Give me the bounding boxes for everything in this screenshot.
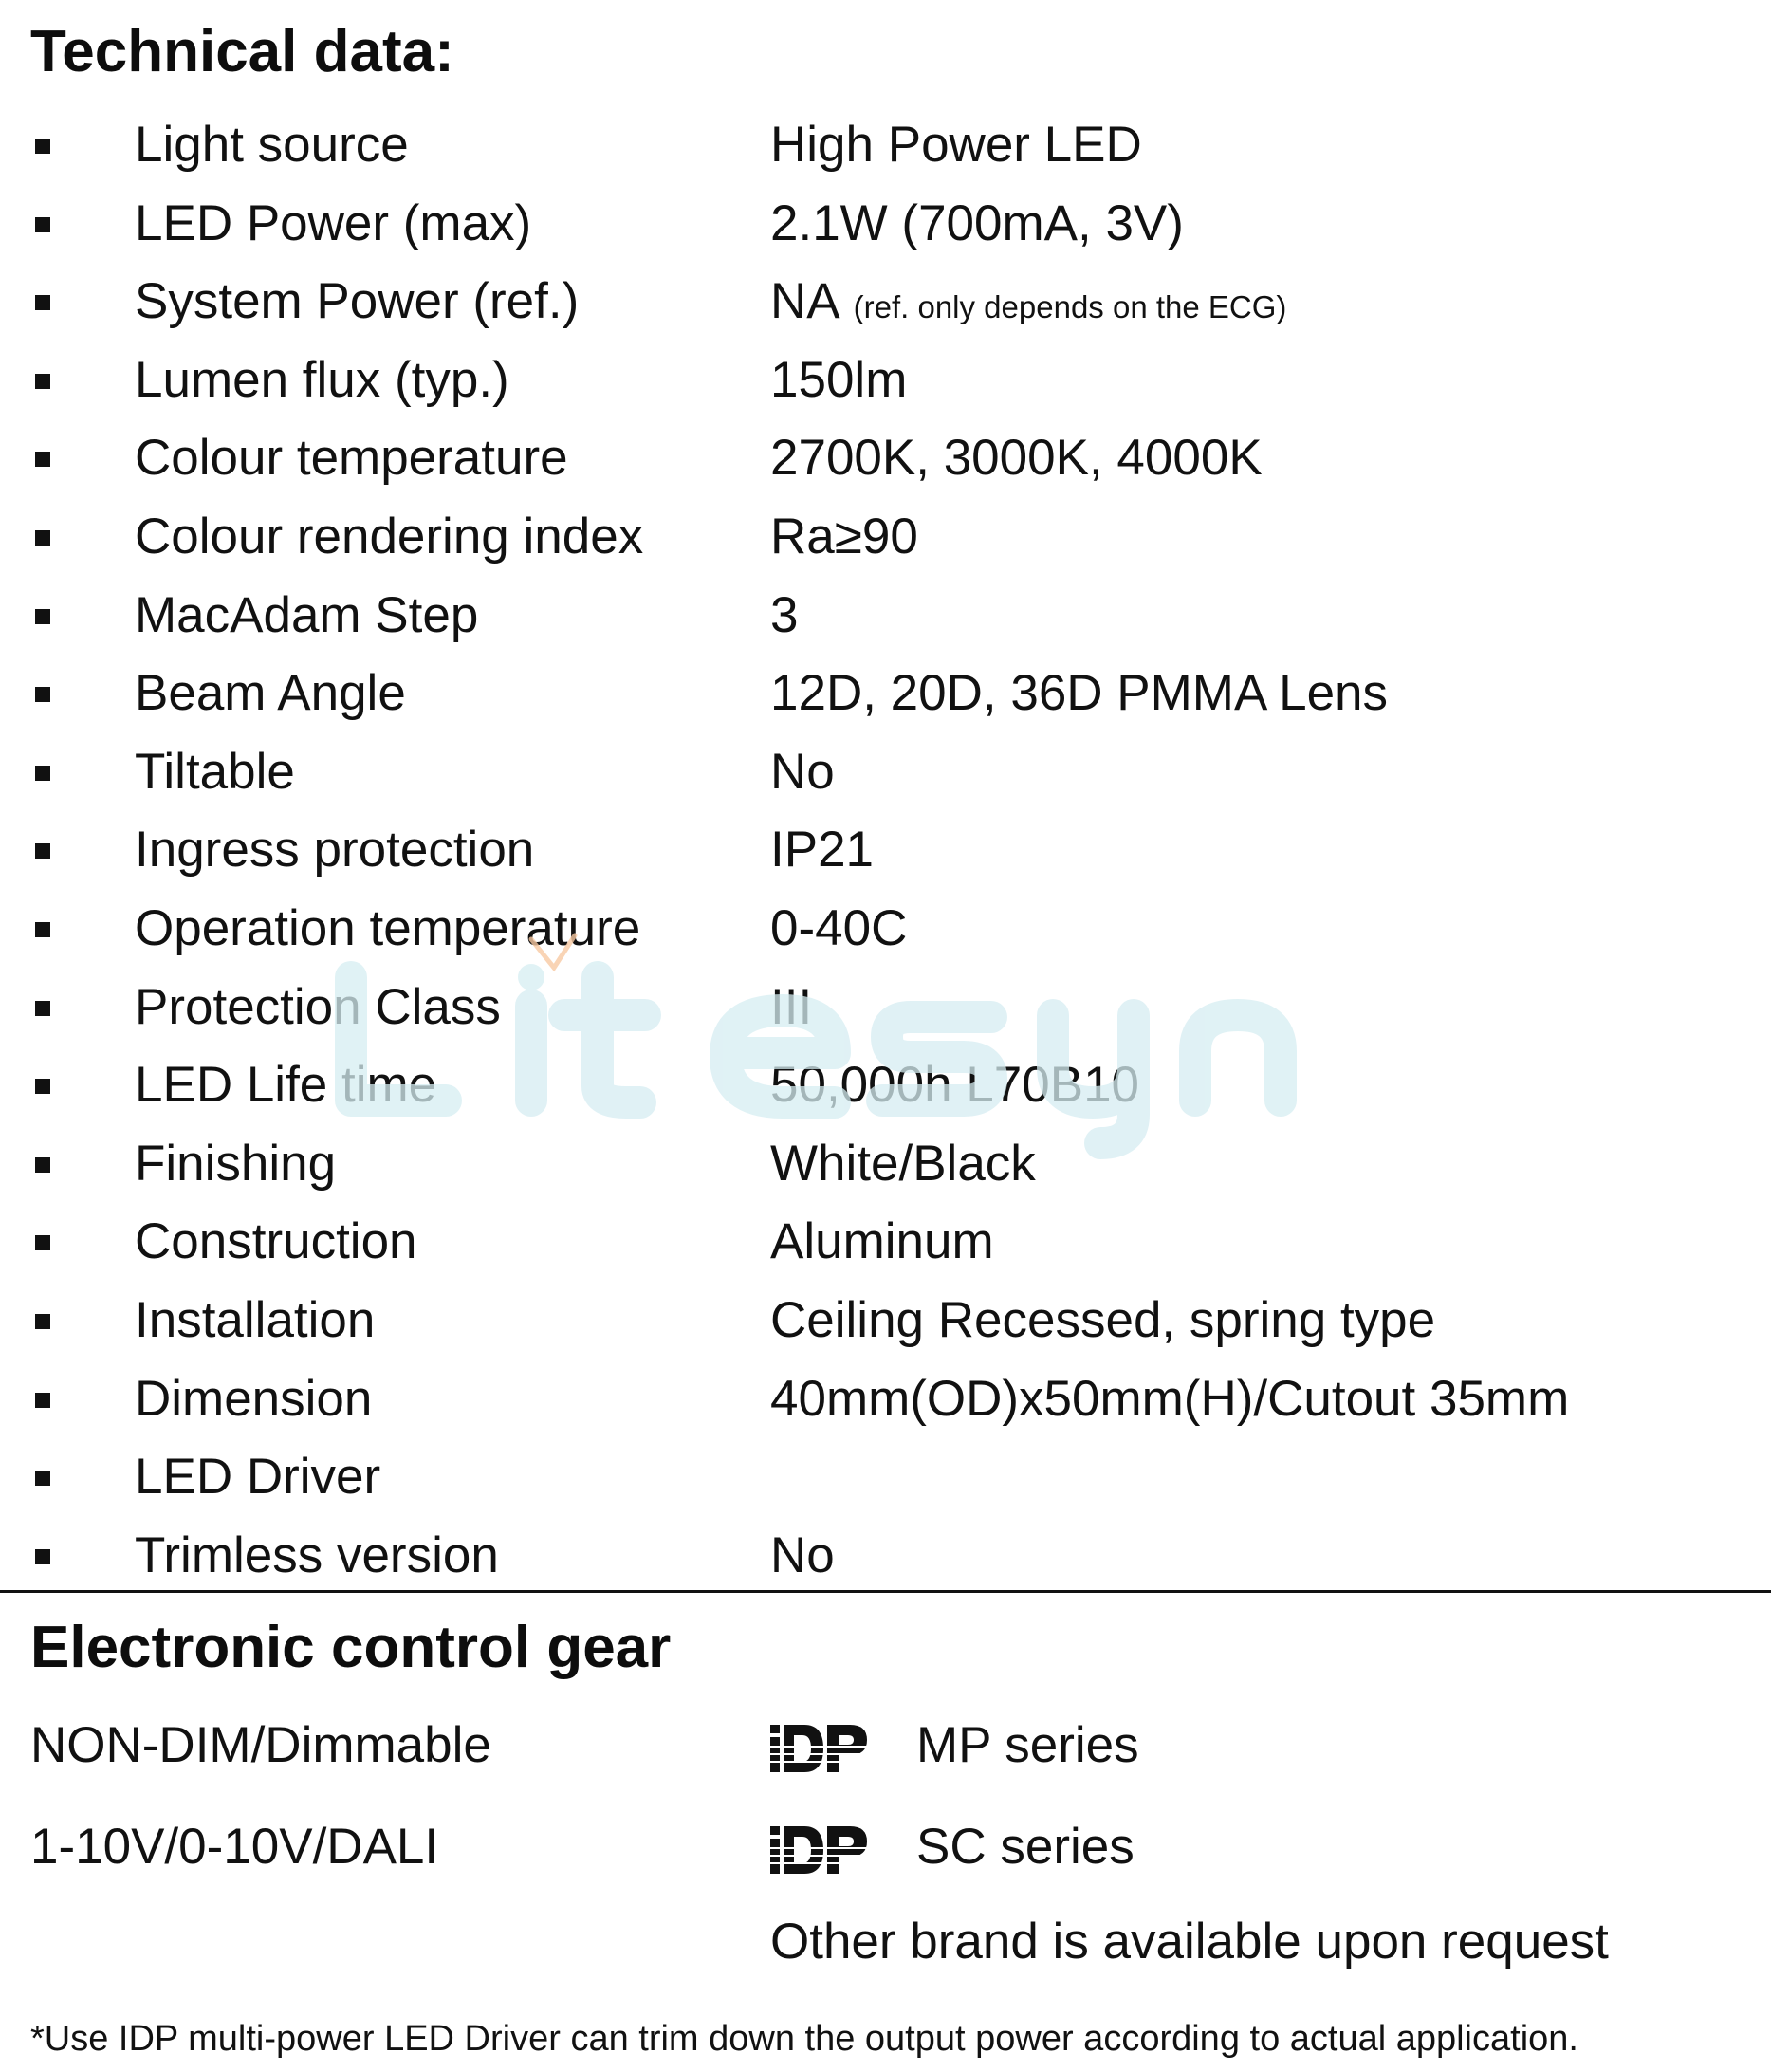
spec-label: Protection Class [135,978,501,1035]
spec-label: Ingress protection [135,822,535,879]
spec-label: LED Driver [135,1449,381,1506]
spec-row [0,185,1771,264]
spec-value: 150lm [770,351,908,408]
spec-value: High Power LED [770,117,1142,173]
spec-row [0,577,1771,656]
spec-label: Dimension [135,1370,373,1427]
ecg-mode: 1-10V/0-10V/DALI [30,1819,439,1875]
spec-row [0,1360,1771,1439]
spec-row [0,1125,1771,1204]
spec-label: LED Power (max) [135,194,532,251]
technical-data-heading: Technical data: [30,19,454,84]
square-bullet-icon [35,217,50,232]
other-brand-note: Other brand is available upon request [770,1914,1609,1970]
section-divider [0,1590,1771,1593]
spec-label: System Power (ref.) [135,273,580,330]
spec-label: Tiltable [135,743,295,800]
spec-value: 2.1W (700mA, 3V) [770,194,1184,251]
ecg-heading: Electronic control gear [30,1615,672,1680]
spec-label: Colour rendering index [135,508,644,564]
spec-value-with-note [770,263,1286,347]
spec-row [0,969,1771,1047]
spec-label: Beam Angle [135,665,406,722]
spec-value: Aluminum [770,1213,994,1270]
spec-value: Ra≥90 [770,508,918,564]
spec-row [0,419,1771,498]
spec-row [0,890,1771,969]
spec-value: Ceiling Recessed, spring type [770,1291,1436,1348]
square-bullet-icon [35,1393,50,1408]
spec-row [0,811,1771,890]
square-bullet-icon [35,452,50,467]
spec-value: 0-40C [770,899,908,956]
spec-row [0,655,1771,733]
spec-row [0,1046,1771,1125]
square-bullet-icon [35,609,50,624]
spec-value: IP21 [770,822,875,879]
square-bullet-icon [35,922,50,937]
square-bullet-icon [35,139,50,154]
spec-value: 40mm(OD)x50mm(H)/Cutout 35mm [770,1370,1570,1427]
ecg-series: SC series [916,1819,1135,1875]
square-bullet-icon [35,687,50,702]
spec-label: Construction [135,1213,417,1270]
spec-value: III [770,978,813,1035]
square-bullet-icon [35,1157,50,1173]
spec-label: Trimless version [135,1526,499,1583]
spec-note: (ref. only depends on the ECG) [853,289,1287,325]
spec-label: Finishing [135,1135,337,1192]
spec-label: LED Life time [135,1057,437,1114]
spec-label: Colour temperature [135,430,568,487]
idp-logo-icon [768,1725,869,1772]
spec-row [0,1203,1771,1282]
spec-label: MacAdam Step [135,586,479,643]
square-bullet-icon [35,295,50,310]
square-bullet-icon [35,530,50,546]
ecg-row [0,1708,1771,1784]
spec-list [0,106,1771,1595]
square-bullet-icon [35,843,50,859]
square-bullet-icon [35,1471,50,1486]
spec-row [0,1438,1771,1517]
square-bullet-icon [35,766,50,781]
square-bullet-icon [35,1079,50,1094]
spec-row [0,1282,1771,1360]
spec-row [0,498,1771,577]
spec-label: Installation [135,1291,376,1348]
idp-logo-icon [768,1826,869,1874]
square-bullet-icon [35,1235,50,1250]
spec-value: 50,000h L70B10 [770,1057,1140,1114]
spec-row [0,1517,1771,1596]
footnote: *Use IDP multi-power LED Driver can trim down the output power according to actual application. [30,2019,1578,2059]
spec-row [0,263,1771,342]
square-bullet-icon [35,374,50,389]
spec-row [0,106,1771,185]
spec-value: No [770,743,835,800]
spec-label: Light source [135,117,409,173]
spec-value: 12D, 20D, 36D PMMA Lens [770,665,1389,722]
spec-label: Lumen flux (typ.) [135,351,509,408]
spec-value-text: NA [770,273,840,330]
ecg-row [0,1809,1771,1885]
ecg-mode: NON-DIM/Dimmable [30,1717,491,1773]
square-bullet-icon [35,1001,50,1016]
square-bullet-icon [35,1549,50,1564]
spec-value: 2700K, 3000K, 4000K [770,430,1263,487]
ecg-series: MP series [916,1717,1139,1773]
spec-value: No [770,1526,835,1583]
spec-row [0,733,1771,812]
spec-value: 3 [770,586,799,643]
square-bullet-icon [35,1314,50,1329]
spec-row [0,342,1771,420]
spec-value: White/Black [770,1135,1036,1192]
spec-label: Operation temperature [135,899,641,956]
